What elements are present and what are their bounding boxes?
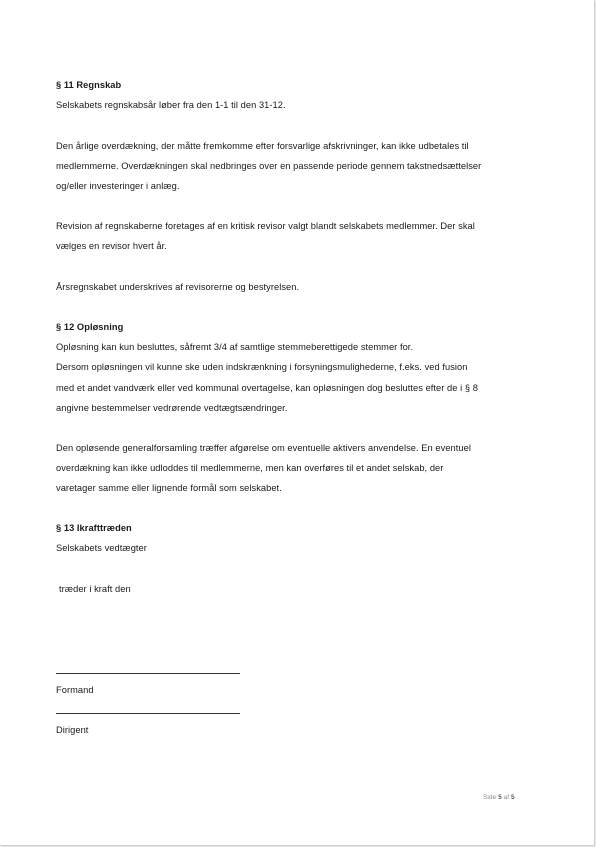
section-12-line-2: Dersom opløsningen vil kunne ske uden indskrænkning i forsyningsmulighederne, f.eks. ved fusion [56, 362, 468, 372]
section-12-line-4: angivne bestemmelser vedrørende vedtægtsændringer. [56, 403, 288, 413]
formand-signature-line [56, 673, 240, 674]
section-11-line-7: Årsregnskabet underskrives af revisorerne og bestyrelsen. [56, 282, 300, 292]
dirigent-label: Dirigent [56, 725, 89, 735]
section-13-line-2: træder i kraft den [59, 584, 131, 594]
section-12-line-5: Den opløsende generalforsamling træffer afgørelse om eventuelle aktivers anvendelse. En eventuel [56, 443, 471, 453]
section-11-line-1: Selskabets regnskabsår løber fra den 1-1 til den 31-12. [56, 100, 286, 110]
footer-side-label: Side [483, 794, 497, 801]
section-12-heading: § 12 Opløsning [56, 322, 124, 332]
section-11-line-4: og/eller investeringer i anlæg. [56, 181, 180, 191]
section-12-line-7: varetager samme eller lignende formål som selskabet. [56, 483, 282, 493]
page-number-footer [483, 794, 515, 801]
dirigent-signature-line [56, 713, 240, 714]
section-12-line-3: med et andet vandværk eller ved kommunal overtagelse, kan opløsningen dog besluttes efter de i § 8 [56, 383, 478, 393]
section-11-line-3: medlemmerne. Overdækningen skal nedbringes over en passende periode gennem takstnedsættelser [56, 161, 482, 171]
section-12-line-6: overdækning kan ikke udloddes til medlemmerne, men kan overføres til et andet selskab, der [56, 463, 444, 473]
section-11-line-2: Den årlige overdækning, der måtte fremkomme efter forsvarlige afskrivninger, kan ikke udbetales til [56, 141, 469, 151]
footer-total-pages: 5 [511, 794, 515, 801]
formand-label: Formand [56, 685, 94, 695]
footer-of-label: af [503, 794, 510, 801]
section-12-line-1: Opløsning kan kun besluttes, såfremt 3/4 af samtlige stemmeberettigede stemmer for. [56, 342, 414, 352]
section-13-heading: § 13 Ikrafttræden [56, 523, 132, 533]
section-11-line-5: Revision af regnskaberne foretages af en kritisk revisor valgt blandt selskabets medlemmer. Der skal [56, 221, 475, 231]
section-11-line-6: vælges en revisor hvert år. [56, 241, 167, 251]
section-11-heading: § 11 Regnskab [56, 80, 122, 90]
section-13-line-1: Selskabets vedtægter [56, 543, 147, 553]
footer-current-page: 5 [498, 794, 502, 801]
